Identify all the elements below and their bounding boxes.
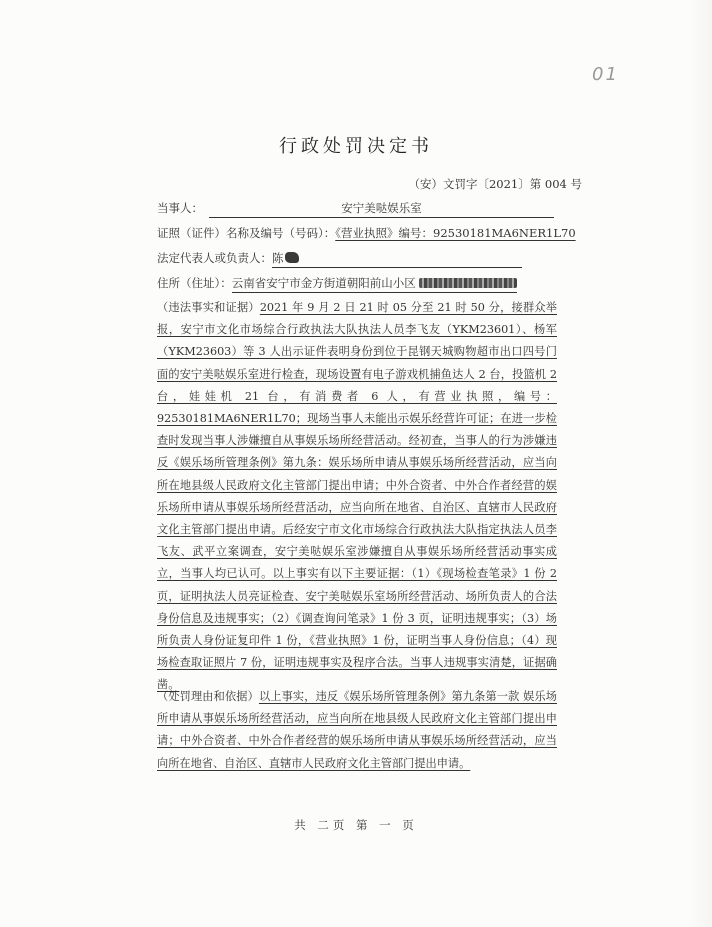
page-footer: 共 二页 第 一 页	[294, 818, 418, 832]
address-field	[232, 275, 518, 293]
facts-label: （违法事实和证据）	[157, 301, 260, 314]
representative-value: 陈	[272, 251, 284, 265]
certificate-label: 证照（证件）名称及编号（号码）：	[157, 226, 336, 240]
basis-text: 以上事实，违反《娱乐场所管理条例》第九条第一款 娱乐场所申请从事娱乐场所经营活动，应当向所在地县级人民政府文化主管部门提出申请；中外合资者、中外合作者经营的娱乐场所申请从事娱乐场所经营活动，应当向所在地省、自治区、直辖市人民政府文化主管部门提出申请。	[157, 690, 557, 770]
scan-edge-shade	[688, 0, 712, 927]
representative-field	[272, 250, 522, 268]
document-title: 行政处罚决定书	[279, 136, 433, 157]
party-row	[157, 200, 554, 218]
document-number: （安）文罚字〔2021〕第 004 号	[408, 177, 582, 191]
basis-paragraph	[157, 686, 557, 775]
address-value: 云南省安宁市金方街道朝阳前山小区	[231, 276, 416, 290]
certificate-value: 《营业执照》编号：92530181MA6NER1L70	[335, 226, 576, 240]
certificate-row	[157, 225, 576, 241]
basis-label: （处罚理由和依据）	[157, 690, 259, 703]
facts-text: 2021 年 9 月 2 日 21 时 05 分至 21 时 50 分，接群众举报，安宁市文化市场综合行政执法大队执法人员李飞友（YKM23601）、杨军（YKM23603）等 3 人出示证件表明身份到位于昆钢天城购物超市出口四号门面的安宁美哒娱乐室进行检查，现场设置有电子游戏机捕鱼达人 2 台，投篮机 2 台，娃娃机 21 台，有消费者 6 人，有营业执照，编号：92530181MA6NER1L70；现场当事人未能出示娱乐经营许可证；在进一步检查时发现当事人涉嫌擅自从事娱乐场所经营活动。经初查，当事人的行为涉嫌违反《娱乐场所管理条例》第九条：娱乐场所申请从事娱乐场所经营活动，应当向所在地县级人民政府文化主管部门提出申请；中外合资者、中外合作者经营的娱乐场所申请从事娱乐场所经营活动，应当向所在地省、自治区、直辖市人民政府文化主管部门提出申请。后经安宁市文化市场综合行政执法大队指定执法人员李飞友、武平立案调查，安宁美哒娱乐室涉嫌擅自从事娱乐场所经营活动事实成立，当事人均已认可。以上事实有以下主要证据：（1）《现场检查笔录》1 份 2 页，证明执法人员亮证检查、安宁美哒娱乐室场所经营活动、场所负责人的合法身份信息及违规事实；（2）《调查询问笔录》1 份 3 页，证明违规事实；（3）场所负责人身份证复印件 1 份，《营业执照》1 份，证明当事人身份信息；（4）现场检查取证照片 7 份，证明违规事实及程序合法。当事人违规事实清楚，证据确凿。	[157, 301, 557, 692]
party-label: 当事人：	[157, 201, 203, 215]
handwritten-page-mark: 01	[592, 64, 619, 85]
representative-label: 法定代表人或负责人：	[157, 251, 272, 265]
address-label: 住所（住址）：	[157, 276, 232, 290]
redacted-name-mark	[285, 252, 299, 263]
facts-paragraph	[157, 297, 557, 697]
redacted-address-mark	[419, 278, 517, 288]
representative-row	[157, 250, 522, 268]
address-row	[157, 275, 517, 293]
party-value: 安宁美哒娱乐室	[209, 200, 554, 218]
